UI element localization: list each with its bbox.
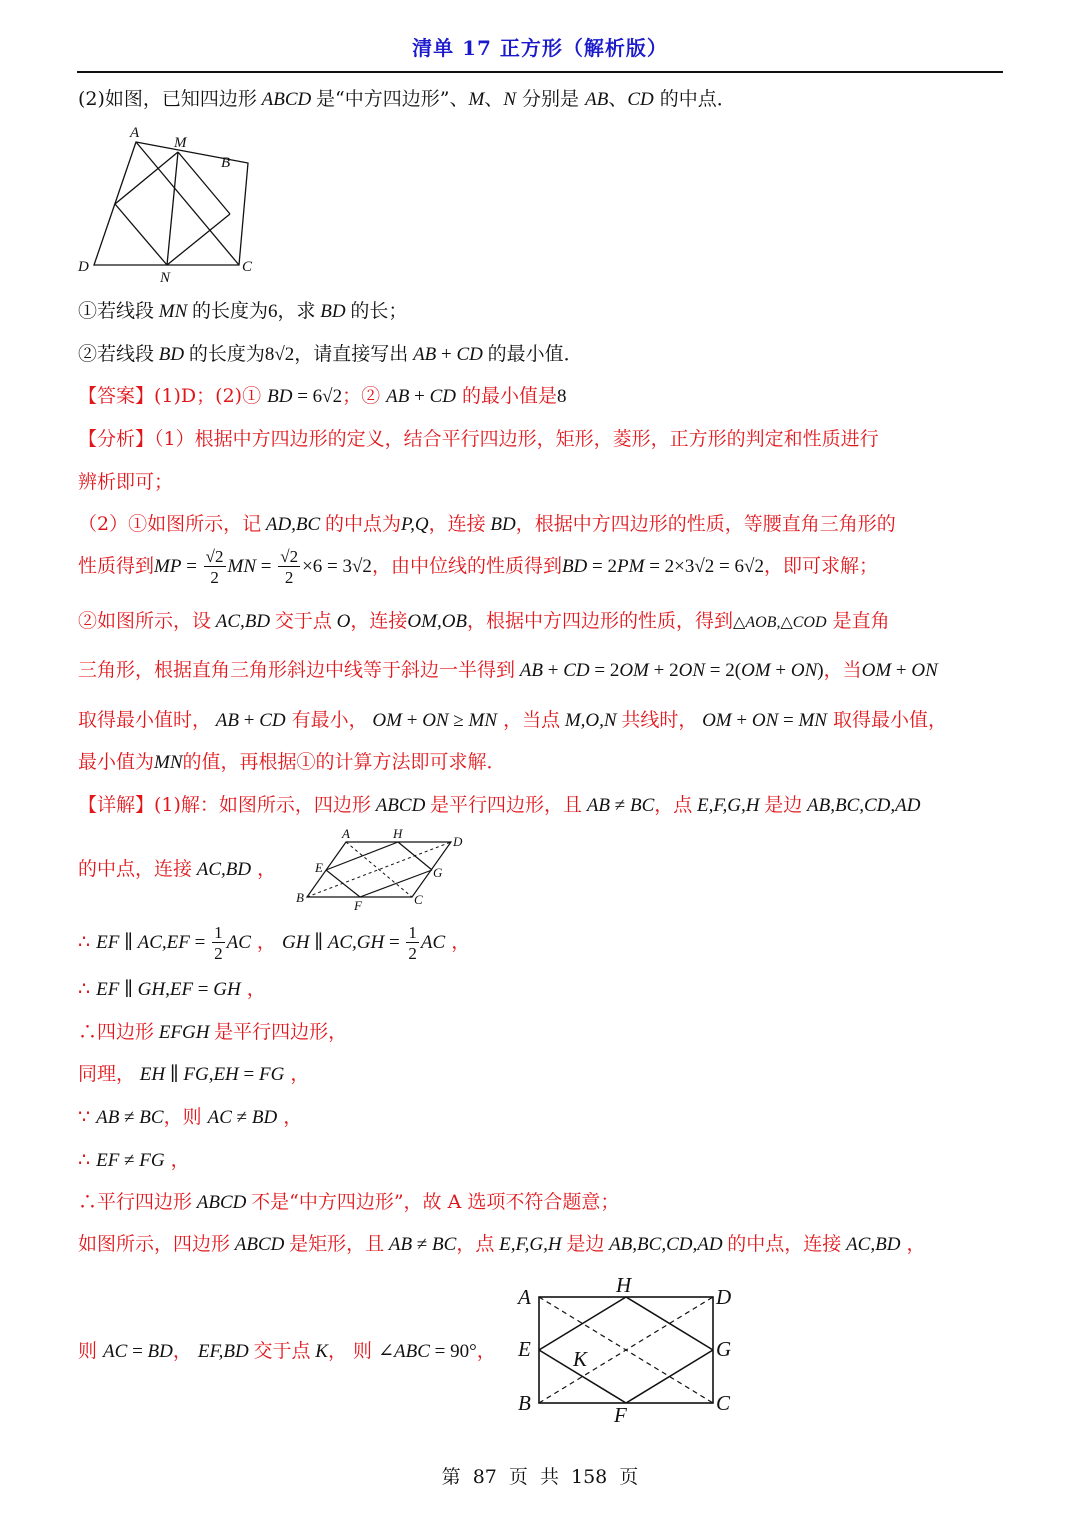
svg-text:C: C: [242, 259, 253, 275]
figure-rectangle: [510, 1272, 750, 1432]
svg-text:H: H: [393, 826, 403, 841]
detail-line3: ∴ EF ∥ AC,EF = $\frac{1}{2}$ AC ， GH ∥ AC,GH = $\frac{1}{2}$ AC ，: [78, 923, 471, 963]
svg-text:A: A: [518, 1285, 531, 1309]
question-intro: (2)如图，已知四边形 ABCD 是“中方四边形”、M、N 分别是 AB、CD 的中点．: [78, 88, 736, 110]
svg-text:B: B: [221, 155, 231, 171]
svg-text:N: N: [160, 270, 171, 286]
svg-text:E: E: [315, 860, 323, 875]
svg-text:C: C: [414, 892, 423, 907]
answer-line: 【答案】(1)D；(2)① BD = 6√2；② AB + CD 的最小值是8: [78, 385, 567, 407]
detail-line11: 则 AC = BD， EF,BD 交于点 K， 则 ∠ABC = 90°，: [78, 1340, 496, 1362]
page-title: 清单 17 正方形（解析版）: [412, 36, 668, 60]
answer-tag: 【答案】: [78, 385, 155, 407]
detail-line7: ∵ AB ≠ BC，则 AC ≠ BD ，: [78, 1106, 303, 1128]
figure-quadrilateral-abcd: [70, 120, 270, 290]
detail-line8: ∴ EF ≠ FG ，: [78, 1149, 190, 1171]
svg-text:H: H: [616, 1273, 632, 1297]
analysis-p1-line1: 【分析】（1）根据中方四边形的定义，结合平行四边形，矩形，菱形，正方形的判定和性质进行: [78, 428, 879, 450]
detail-line2: 的中点，连接 AC,BD ，: [78, 858, 277, 880]
header-divider: [77, 71, 1003, 73]
svg-text:F: F: [354, 898, 362, 913]
svg-text:C: C: [716, 1391, 731, 1415]
svg-text:A: A: [342, 826, 350, 841]
svg-text:D: D: [453, 834, 463, 849]
analysis-p3-line4: 最小值为MN的值，再根据①的计算方法即可求解．: [78, 751, 506, 773]
svg-text:F: F: [614, 1403, 627, 1427]
svg-text:D: D: [716, 1285, 732, 1309]
svg-text:B: B: [518, 1391, 531, 1415]
page-footer: 第 87 页 共 158 页: [441, 1466, 639, 1488]
question-part-2: ②若线段 BD 的长度为8√2，请直接写出 AB + CD 的最小值．: [78, 343, 583, 365]
analysis-p2-line1: （2）①如图所示，记 AD,BC 的中点为P,Q，连接 BD，根据中方四边形的性质，等腰直角三角形的: [78, 513, 896, 535]
svg-text:G: G: [716, 1337, 732, 1361]
svg-text:D: D: [78, 259, 89, 275]
svg-text:A: A: [130, 125, 140, 141]
analysis-p3-line1: ②如图所示，设 AC,BD 交于点 O，连接OM,OB，根据中方四边形的性质，得到△AOB,△COD 是直角: [78, 610, 890, 632]
analysis-p3-line2: 三角形，根据直角三角形斜边中线等于斜边一半得到 AB + CD = 2OM + 2ON = 2(OM + ON)，当OM + ON: [78, 659, 938, 681]
svg-text:K: K: [573, 1347, 588, 1371]
svg-text:E: E: [518, 1337, 531, 1361]
svg-text:G: G: [433, 865, 443, 880]
svg-text:M: M: [174, 135, 187, 151]
detail-line4: ∴ EF ∥ GH,EF = GH ，: [78, 978, 266, 1000]
figure-parallelogram: [290, 822, 480, 917]
detail-line10: 如图所示，四边形 ABCD 是矩形，且 AB ≠ BC，点 E,F,G,H 是边 AB,BC,CD,AD 的中点，连接 AC,BD ，: [78, 1233, 926, 1255]
detail-line9: ∴平行四边形 ABCD 不是“中方四边形”，故 A 选项不符合题意；: [78, 1191, 620, 1213]
svg-text:B: B: [296, 890, 304, 905]
detail-line1: 【详解】(1)解：如图所示，四边形 ABCD 是平行四边形，且 AB ≠ BC，点 E,F,G,H 是边 AB,BC,CD,AD: [78, 794, 921, 816]
analysis-p2-line2: 性质得到MP = $\frac{√2}{2}$ MN = $\frac{√2}{2}$ ×6 = 3√2，由中位线的性质得到BD = 2PM = 2×3√2 = 6√2，即可求解；: [78, 547, 878, 587]
detail-line6: 同理， EH ∥ FG,EH = FG ，: [78, 1063, 310, 1085]
analysis-p1-line2: 辨析即可；: [78, 471, 174, 493]
detail-line5: ∴四边形 EFGH 是平行四边形，: [78, 1021, 348, 1043]
analysis-p3-line3: 取得最小值时， AB + CD 有最小， OM + ON ≥ MN ，当点 M,O,N 共线时， OM + ON = MN 取得最小值，: [78, 709, 948, 731]
question-part-1: ①若线段 MN 的长度为6，求 BD 的长；: [78, 300, 408, 322]
